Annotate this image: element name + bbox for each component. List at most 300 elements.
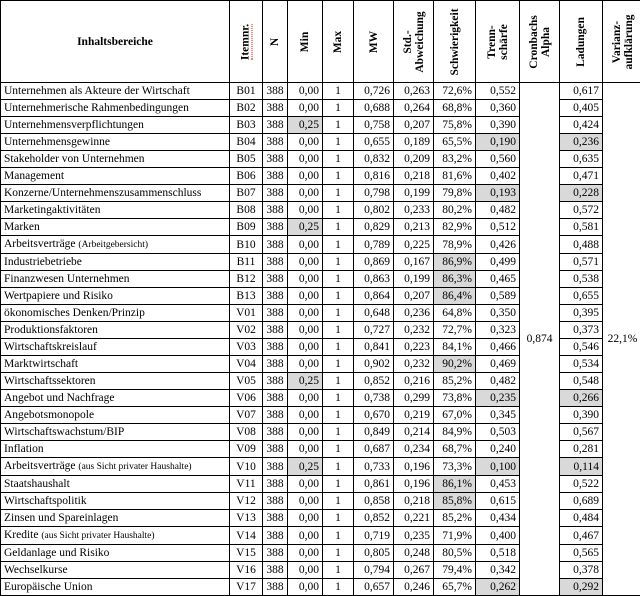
cell-ladungen: 0,572 <box>560 202 603 219</box>
cell-schwierigkeit: 81,6% <box>434 168 476 185</box>
cell-inhaltsbereich <box>1 390 230 407</box>
cell-trennschaerfe: 0,453 <box>476 476 520 493</box>
cell-std-abweichung: 0,216 <box>394 373 434 390</box>
cronbachs-alpha-value: 0,874 <box>520 83 560 596</box>
cell-n: 388 <box>263 390 288 407</box>
cell-ladungen: 0,635 <box>560 151 603 168</box>
cell-std-abweichung: 0,223 <box>394 339 434 356</box>
cell-inhaltsbereich <box>1 579 230 596</box>
cell-std-abweichung: 0,209 <box>394 151 434 168</box>
cell-min: 0,00 <box>288 562 323 579</box>
cell-n: 388 <box>263 545 288 562</box>
cell-max: 1 <box>323 236 354 254</box>
cell-std-abweichung: 0,246 <box>394 579 434 596</box>
cell-min: 0,00 <box>288 545 323 562</box>
cell-max: 1 <box>323 562 354 579</box>
cell-ladungen: 0,484 <box>560 510 603 527</box>
header-itemnr: Itemnr. <box>230 1 263 83</box>
cell-n: 388 <box>263 117 288 134</box>
cell-schwierigkeit: 86,9% <box>434 254 476 271</box>
cell-itemnr: V06 <box>230 390 263 407</box>
cell-n: 388 <box>263 458 288 476</box>
cell-itemnr: V12 <box>230 493 263 510</box>
cell-mw: 0,719 <box>354 527 394 545</box>
cell-max: 1 <box>323 305 354 322</box>
inhaltsbereich-label: Wirtschaftspolitik <box>4 495 87 507</box>
cell-max: 1 <box>323 493 354 510</box>
inhaltsbereich-label: Europäische Union <box>4 581 92 593</box>
cell-itemnr: B05 <box>230 151 263 168</box>
cell-mw: 0,688 <box>354 100 394 117</box>
cell-trennschaerfe: 0,615 <box>476 493 520 510</box>
cell-ladungen: 0,390 <box>560 407 603 424</box>
cell-n: 388 <box>263 305 288 322</box>
cell-inhaltsbereich <box>1 373 230 390</box>
cell-n: 388 <box>263 202 288 219</box>
cell-mw: 0,849 <box>354 424 394 441</box>
cell-max: 1 <box>323 373 354 390</box>
cell-max: 1 <box>323 441 354 458</box>
cell-std-abweichung: 0,225 <box>394 236 434 254</box>
cell-n: 388 <box>263 185 288 202</box>
cell-ladungen: 0,424 <box>560 117 603 134</box>
cell-inhaltsbereich <box>1 562 230 579</box>
cell-itemnr: B12 <box>230 271 263 288</box>
header-n: N <box>263 1 288 83</box>
inhaltsbereich-label: Wirtschaftswachstum/BIP <box>4 426 124 438</box>
cell-min: 0,00 <box>288 236 323 254</box>
cell-min: 0,25 <box>288 219 323 236</box>
cell-mw: 0,864 <box>354 288 394 305</box>
cell-max: 1 <box>323 100 354 117</box>
header-std-abweichung: Std.- Abweichung <box>394 1 434 83</box>
cell-min: 0,00 <box>288 356 323 373</box>
inhaltsbereich-label: Wirtschaftskreislauf <box>4 341 97 353</box>
inhaltsbereich-label: Arbeitsverträge <box>4 460 76 472</box>
cell-max: 1 <box>323 339 354 356</box>
cell-ladungen: 0,617 <box>560 83 603 100</box>
cell-n: 388 <box>263 168 288 185</box>
cell-schwierigkeit: 85,2% <box>434 373 476 390</box>
cell-schwierigkeit: 71,9% <box>434 527 476 545</box>
cell-mw: 0,733 <box>354 458 394 476</box>
cell-schwierigkeit: 84,1% <box>434 339 476 356</box>
cell-inhaltsbereich <box>1 458 230 476</box>
cell-inhaltsbereich <box>1 424 230 441</box>
cell-mw: 0,861 <box>354 476 394 493</box>
cell-std-abweichung: 0,264 <box>394 100 434 117</box>
cell-trennschaerfe: 0,482 <box>476 202 520 219</box>
cell-std-abweichung: 0,214 <box>394 424 434 441</box>
cell-min: 0,00 <box>288 168 323 185</box>
cell-trennschaerfe: 0,518 <box>476 545 520 562</box>
cell-ladungen: 0,292 <box>560 579 603 596</box>
cell-trennschaerfe: 0,100 <box>476 458 520 476</box>
cell-min: 0,25 <box>288 117 323 134</box>
cell-ladungen: 0,546 <box>560 339 603 356</box>
cell-ladungen: 0,471 <box>560 168 603 185</box>
cell-n: 388 <box>263 527 288 545</box>
cell-max: 1 <box>323 151 354 168</box>
cell-max: 1 <box>323 424 354 441</box>
cell-max: 1 <box>323 134 354 151</box>
cell-itemnr: B11 <box>230 254 263 271</box>
cell-max: 1 <box>323 185 354 202</box>
cell-itemnr: V11 <box>230 476 263 493</box>
cell-max: 1 <box>323 219 354 236</box>
cell-itemnr: B10 <box>230 236 263 254</box>
cell-schwierigkeit: 79,4% <box>434 562 476 579</box>
cell-mw: 0,802 <box>354 202 394 219</box>
cell-inhaltsbereich <box>1 271 230 288</box>
table-body <box>1 83 640 596</box>
cell-itemnr: V17 <box>230 579 263 596</box>
cell-itemnr: B04 <box>230 134 263 151</box>
inhaltsbereich-label: Wirtschaftssektoren <box>4 375 96 387</box>
cell-n: 388 <box>263 236 288 254</box>
inhaltsbereich-label: Unternehmensverpflichtungen <box>4 119 144 131</box>
cell-itemnr: B06 <box>230 168 263 185</box>
header-row <box>1 1 640 83</box>
cell-itemnr: B01 <box>230 83 263 100</box>
cell-n: 388 <box>263 219 288 236</box>
cell-max: 1 <box>323 407 354 424</box>
cell-schwierigkeit: 86,3% <box>434 271 476 288</box>
cell-mw: 0,794 <box>354 562 394 579</box>
cell-mw: 0,655 <box>354 134 394 151</box>
cell-mw: 0,648 <box>354 305 394 322</box>
cell-min: 0,00 <box>288 254 323 271</box>
cell-ladungen: 0,565 <box>560 545 603 562</box>
cell-std-abweichung: 0,263 <box>394 83 434 100</box>
cell-ladungen: 0,548 <box>560 373 603 390</box>
cell-max: 1 <box>323 476 354 493</box>
cell-inhaltsbereich <box>1 219 230 236</box>
cell-ladungen: 0,534 <box>560 356 603 373</box>
cell-std-abweichung: 0,219 <box>394 407 434 424</box>
cell-n: 388 <box>263 151 288 168</box>
cell-inhaltsbereich <box>1 168 230 185</box>
cell-std-abweichung: 0,196 <box>394 476 434 493</box>
cell-min: 0,00 <box>288 271 323 288</box>
cell-min: 0,00 <box>288 151 323 168</box>
cell-n: 388 <box>263 407 288 424</box>
inhaltsbereich-label: Industriebetriebe <box>4 256 82 268</box>
cell-itemnr: V08 <box>230 424 263 441</box>
cell-trennschaerfe: 0,465 <box>476 271 520 288</box>
cell-trennschaerfe: 0,360 <box>476 100 520 117</box>
cell-std-abweichung: 0,199 <box>394 185 434 202</box>
cell-mw: 0,869 <box>354 254 394 271</box>
cell-ladungen: 0,655 <box>560 288 603 305</box>
cell-inhaltsbereich <box>1 339 230 356</box>
cell-schwierigkeit: 73,8% <box>434 390 476 407</box>
cell-schwierigkeit: 64,8% <box>434 305 476 322</box>
cell-max: 1 <box>323 390 354 407</box>
cell-itemnr: B13 <box>230 288 263 305</box>
cell-min: 0,00 <box>288 390 323 407</box>
header-cronbachs-alpha: Cronbachs Alpha <box>520 1 560 83</box>
cell-max: 1 <box>323 458 354 476</box>
cell-itemnr: V13 <box>230 510 263 527</box>
cell-min: 0,25 <box>288 458 323 476</box>
cell-trennschaerfe: 0,240 <box>476 441 520 458</box>
cell-trennschaerfe: 0,466 <box>476 339 520 356</box>
cell-trennschaerfe: 0,469 <box>476 356 520 373</box>
inhaltsbereich-label: Wertpapiere und Risiko <box>4 290 113 302</box>
inhaltsbereich-label: Inflation <box>4 443 44 455</box>
cell-schwierigkeit: 85,8% <box>434 493 476 510</box>
cell-n: 388 <box>263 493 288 510</box>
cell-itemnr: B09 <box>230 219 263 236</box>
cell-schwierigkeit: 80,5% <box>434 545 476 562</box>
inhaltsbereich-label: Wechselkurse <box>4 564 68 576</box>
cell-trennschaerfe: 0,499 <box>476 254 520 271</box>
cell-max: 1 <box>323 168 354 185</box>
cell-min: 0,00 <box>288 185 323 202</box>
cell-schwierigkeit: 72,7% <box>434 322 476 339</box>
cell-n: 388 <box>263 322 288 339</box>
cell-inhaltsbereich <box>1 305 230 322</box>
cell-n: 388 <box>263 339 288 356</box>
cell-inhaltsbereich <box>1 236 230 254</box>
inhaltsbereich-label: Konzerne/Unternehmenszusammenschluss <box>4 187 201 199</box>
inhaltsbereich-note: (aus Sicht privater Haushalte) <box>78 462 191 472</box>
cell-ladungen: 0,405 <box>560 100 603 117</box>
cell-std-abweichung: 0,207 <box>394 117 434 134</box>
header-trennschaerfe: Trenn- schärfe <box>476 1 520 83</box>
cell-max: 1 <box>323 579 354 596</box>
cell-n: 388 <box>263 254 288 271</box>
cell-inhaltsbereich <box>1 134 230 151</box>
cell-trennschaerfe: 0,589 <box>476 288 520 305</box>
cell-schwierigkeit: 78,9% <box>434 236 476 254</box>
cell-max: 1 <box>323 202 354 219</box>
cell-mw: 0,863 <box>354 271 394 288</box>
cell-trennschaerfe: 0,482 <box>476 373 520 390</box>
cell-inhaltsbereich <box>1 83 230 100</box>
cell-min: 0,00 <box>288 305 323 322</box>
cell-std-abweichung: 0,299 <box>394 390 434 407</box>
cell-ladungen: 0,114 <box>560 458 603 476</box>
cell-std-abweichung: 0,167 <box>394 254 434 271</box>
cell-schwierigkeit: 65,7% <box>434 579 476 596</box>
cell-trennschaerfe: 0,512 <box>476 219 520 236</box>
cell-mw: 0,727 <box>354 322 394 339</box>
cell-mw: 0,789 <box>354 236 394 254</box>
cell-max: 1 <box>323 545 354 562</box>
cell-min: 0,00 <box>288 424 323 441</box>
cell-ladungen: 0,373 <box>560 322 603 339</box>
cell-std-abweichung: 0,232 <box>394 322 434 339</box>
cell-max: 1 <box>323 322 354 339</box>
cell-mw: 0,852 <box>354 510 394 527</box>
cell-min: 0,00 <box>288 322 323 339</box>
cell-n: 388 <box>263 476 288 493</box>
cell-itemnr: V03 <box>230 339 263 356</box>
inhaltsbereich-label: Marketingaktivitäten <box>4 204 100 216</box>
cell-min: 0,00 <box>288 527 323 545</box>
cell-n: 388 <box>263 271 288 288</box>
cell-schwierigkeit: 82,9% <box>434 219 476 236</box>
cell-schwierigkeit: 67,0% <box>434 407 476 424</box>
cell-mw: 0,816 <box>354 168 394 185</box>
cell-std-abweichung: 0,189 <box>394 134 434 151</box>
cell-min: 0,00 <box>288 407 323 424</box>
cell-n: 388 <box>263 134 288 151</box>
cell-itemnr: V16 <box>230 562 263 579</box>
inhaltsbereich-note: (aus Sicht privater Haushalte) <box>41 531 154 541</box>
cell-max: 1 <box>323 527 354 545</box>
inhaltsbereich-label: Management <box>4 170 64 182</box>
header-schwierigkeit: Schwierigkeit <box>434 1 476 83</box>
cell-ladungen: 0,538 <box>560 271 603 288</box>
cell-min: 0,00 <box>288 202 323 219</box>
cell-inhaltsbereich <box>1 510 230 527</box>
cell-n: 388 <box>263 579 288 596</box>
cell-std-abweichung: 0,235 <box>394 527 434 545</box>
cell-schwierigkeit: 79,8% <box>434 185 476 202</box>
inhaltsbereich-label: Staatshaushalt <box>4 478 70 490</box>
cell-mw: 0,858 <box>354 493 394 510</box>
cell-std-abweichung: 0,199 <box>394 271 434 288</box>
cell-trennschaerfe: 0,434 <box>476 510 520 527</box>
cell-mw: 0,687 <box>354 441 394 458</box>
inhaltsbereich-label: Angebotsmonopole <box>4 409 94 421</box>
cell-std-abweichung: 0,221 <box>394 510 434 527</box>
cell-ladungen: 0,395 <box>560 305 603 322</box>
cell-min: 0,00 <box>288 493 323 510</box>
inhaltsbereich-note: (Arbeitgebersicht) <box>78 240 148 250</box>
inhaltsbereich-label: Kredite <box>4 529 38 541</box>
inhaltsbereich-label: Unternehmensgewinne <box>4 136 110 148</box>
cell-trennschaerfe: 0,426 <box>476 236 520 254</box>
cell-min: 0,00 <box>288 134 323 151</box>
cell-itemnr: B03 <box>230 117 263 134</box>
cell-inhaltsbereich <box>1 100 230 117</box>
cell-trennschaerfe: 0,560 <box>476 151 520 168</box>
cell-ladungen: 0,281 <box>560 441 603 458</box>
cell-inhaltsbereich <box>1 288 230 305</box>
cell-max: 1 <box>323 117 354 134</box>
cell-inhaltsbereich <box>1 117 230 134</box>
cell-schwierigkeit: 86,4% <box>434 288 476 305</box>
cell-mw: 0,852 <box>354 373 394 390</box>
cell-schwierigkeit: 85,2% <box>434 510 476 527</box>
cell-trennschaerfe: 0,350 <box>476 305 520 322</box>
cell-itemnr: V15 <box>230 545 263 562</box>
cell-min: 0,00 <box>288 476 323 493</box>
cell-n: 388 <box>263 100 288 117</box>
inhaltsbereich-label: Marktwirtschaft <box>4 358 78 370</box>
cell-inhaltsbereich <box>1 356 230 373</box>
cell-inhaltsbereich <box>1 322 230 339</box>
cell-min: 0,00 <box>288 288 323 305</box>
cell-mw: 0,726 <box>354 83 394 100</box>
inhaltsbereich-label: Unternehmen als Akteure der Wirtschaft <box>4 85 190 97</box>
cell-trennschaerfe: 0,193 <box>476 185 520 202</box>
cell-ladungen: 0,689 <box>560 493 603 510</box>
cell-itemnr: V10 <box>230 458 263 476</box>
cell-mw: 0,841 <box>354 339 394 356</box>
cell-max: 1 <box>323 254 354 271</box>
cell-n: 388 <box>263 562 288 579</box>
inhaltsbereich-label: Geldanlage und Risiko <box>4 547 109 559</box>
cell-mw: 0,758 <box>354 117 394 134</box>
cell-n: 388 <box>263 441 288 458</box>
cell-mw: 0,738 <box>354 390 394 407</box>
cell-schwierigkeit: 68,8% <box>434 100 476 117</box>
cell-ladungen: 0,488 <box>560 236 603 254</box>
header-varianzaufklaerung: Varianz- aufklärung <box>603 1 640 83</box>
cell-itemnr: V14 <box>230 527 263 545</box>
varianzaufklaerung-value: 22,1% <box>603 83 640 596</box>
cell-n: 388 <box>263 356 288 373</box>
header-mw: MW <box>354 1 394 83</box>
cell-ladungen: 0,567 <box>560 424 603 441</box>
cell-n: 388 <box>263 83 288 100</box>
cell-schwierigkeit: 84,9% <box>434 424 476 441</box>
cell-std-abweichung: 0,218 <box>394 168 434 185</box>
cell-trennschaerfe: 0,235 <box>476 390 520 407</box>
header-inhaltsbereiche: Inhaltsbereiche <box>1 1 230 83</box>
cell-trennschaerfe: 0,390 <box>476 117 520 134</box>
cell-max: 1 <box>323 271 354 288</box>
cell-ladungen: 0,228 <box>560 185 603 202</box>
cell-itemnr: B08 <box>230 202 263 219</box>
cell-max: 1 <box>323 510 354 527</box>
cell-inhaltsbereich <box>1 185 230 202</box>
cell-std-abweichung: 0,218 <box>394 493 434 510</box>
cell-trennschaerfe: 0,345 <box>476 407 520 424</box>
cell-trennschaerfe: 0,190 <box>476 134 520 151</box>
cell-schwierigkeit: 72,6% <box>434 83 476 100</box>
inhaltsbereich-label: Angebot und Nachfrage <box>4 392 115 404</box>
cell-itemnr: V05 <box>230 373 263 390</box>
cell-n: 388 <box>263 373 288 390</box>
cell-max: 1 <box>323 83 354 100</box>
inhaltsbereich-label: Stakeholder von Unternehmen <box>4 153 145 165</box>
cell-min: 0,00 <box>288 100 323 117</box>
cell-n: 388 <box>263 288 288 305</box>
cell-inhaltsbereich <box>1 545 230 562</box>
inhaltsbereich-label: Produktionsfaktoren <box>4 324 98 336</box>
cell-itemnr: V09 <box>230 441 263 458</box>
cell-trennschaerfe: 0,262 <box>476 579 520 596</box>
cell-min: 0,00 <box>288 510 323 527</box>
cell-std-abweichung: 0,196 <box>394 458 434 476</box>
cell-std-abweichung: 0,234 <box>394 441 434 458</box>
cell-mw: 0,805 <box>354 545 394 562</box>
cell-inhaltsbereich <box>1 441 230 458</box>
header-min: Min <box>288 1 323 83</box>
cell-ladungen: 0,571 <box>560 254 603 271</box>
cell-std-abweichung: 0,236 <box>394 305 434 322</box>
cell-itemnr: V04 <box>230 356 263 373</box>
cell-itemnr: V01 <box>230 305 263 322</box>
inhaltsbereich-label: Zinsen und Spareinlagen <box>4 512 118 524</box>
cell-trennschaerfe: 0,402 <box>476 168 520 185</box>
cell-ladungen: 0,522 <box>560 476 603 493</box>
cell-std-abweichung: 0,248 <box>394 545 434 562</box>
header-ladungen: Ladungen <box>560 1 603 83</box>
cell-ladungen: 0,236 <box>560 134 603 151</box>
cell-schwierigkeit: 80,2% <box>434 202 476 219</box>
cell-mw: 0,832 <box>354 151 394 168</box>
cell-ladungen: 0,266 <box>560 390 603 407</box>
cell-mw: 0,657 <box>354 579 394 596</box>
cell-schwierigkeit: 90,2% <box>434 356 476 373</box>
